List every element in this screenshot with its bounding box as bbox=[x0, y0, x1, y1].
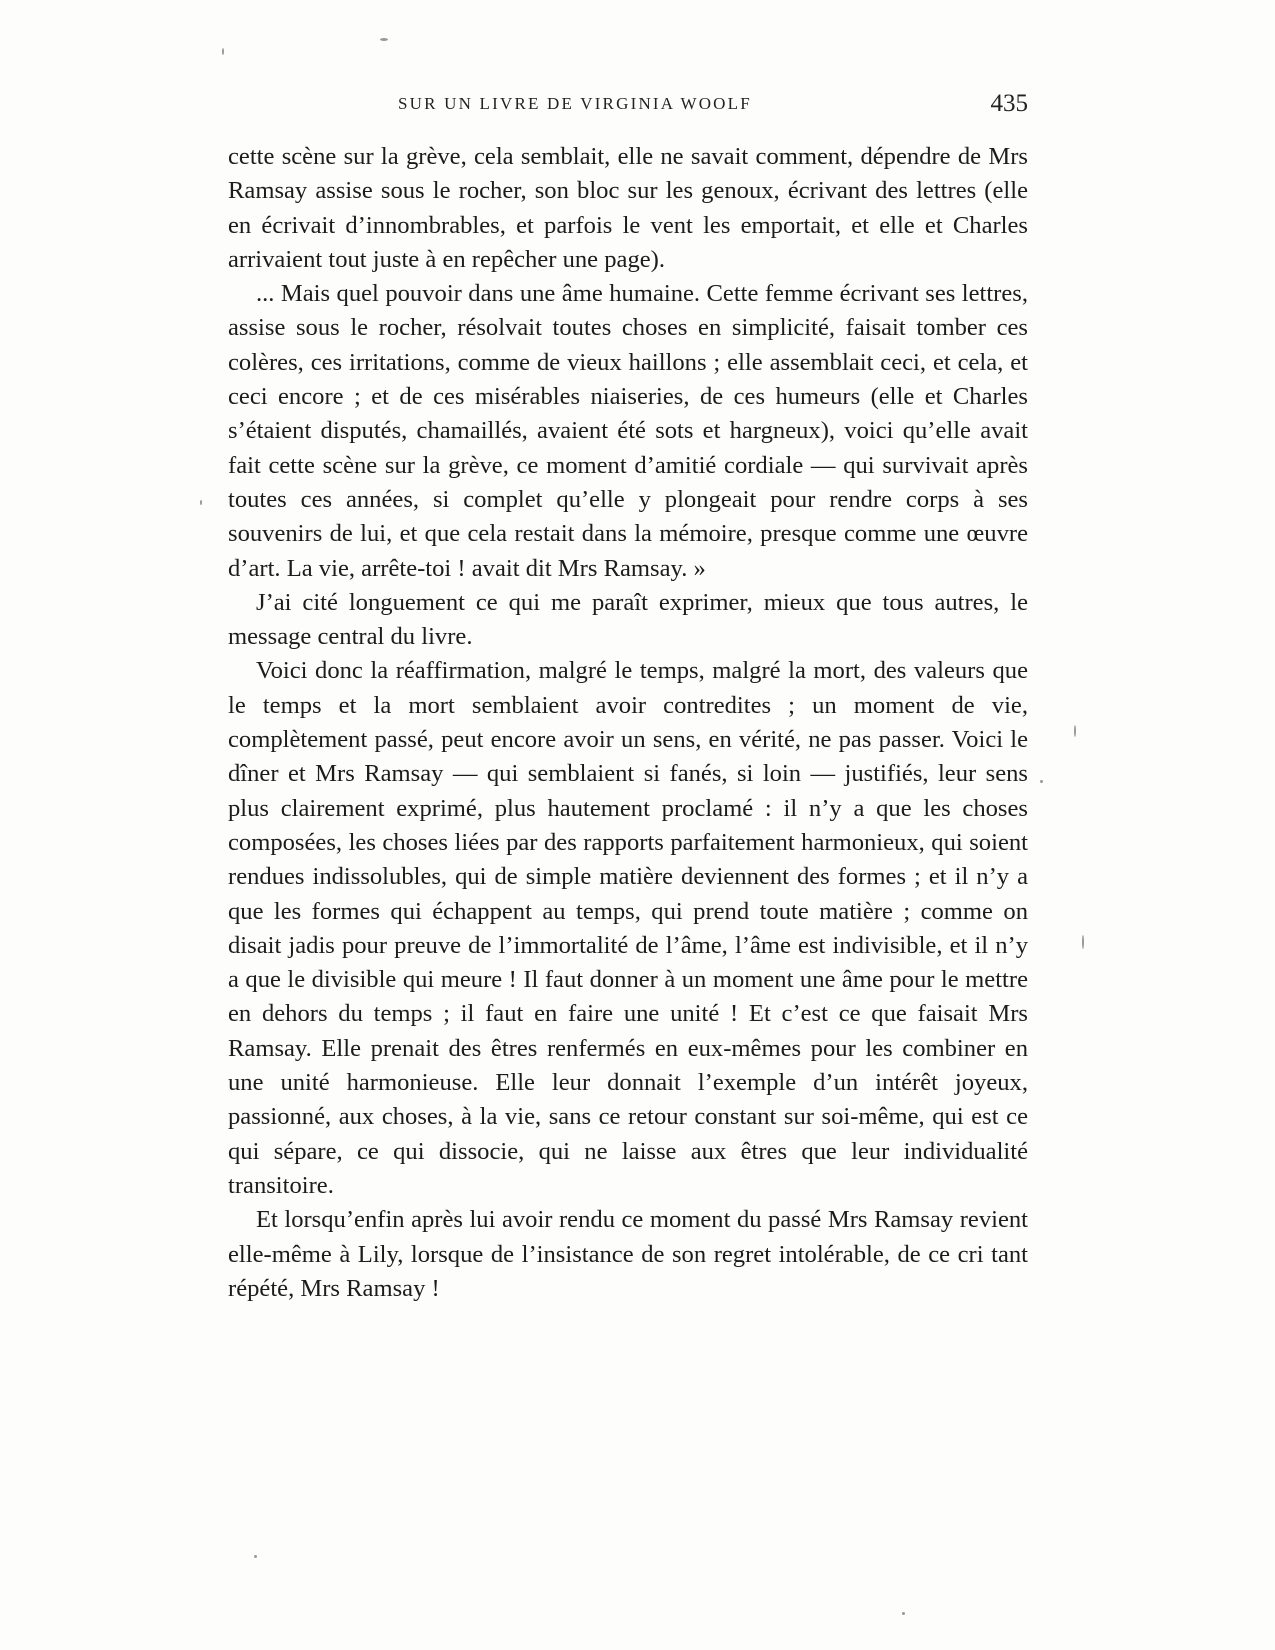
body-text bbox=[228, 140, 1028, 1306]
speck bbox=[902, 1612, 905, 1615]
speck bbox=[1074, 725, 1076, 737]
paragraph-3: J’ai cité longuement ce qui me paraît exprimer, mieux que tous autres, le message central du livre. bbox=[228, 588, 1028, 651]
speck bbox=[222, 48, 224, 55]
speck bbox=[254, 1555, 257, 1558]
running-head: SUR UN LIVRE DE VIRGINIA WOOLF bbox=[398, 94, 752, 113]
page-number: 435 bbox=[990, 90, 1028, 117]
paragraph-2: ... Mais quel pouvoir dans une âme humaine. Cette femme écrivant ses lettres, assise sous le rocher, résolvait toutes choses en simplicité, faisait tomber ces colères, ces irritations, comme de vieux haillons ; elle assemblait ceci, et cela, et ceci encore ; et de ces misérables niaiseries, de ces humeurs (elle et Charles s’étaient disputés, chamaillés, avaient été sots et hargneux), voici qu’elle avait fait cette scène sur la grève, ce moment d’amitié cordiale — qui survivait après toutes ces années, si complet qu’elle y plongeait pour rendre corps à ses souvenirs de lui, et que cela restait dans la mémoire, presque comme une œuvre d’art. La vie, arrête-toi ! avait dit Mrs Ramsay. » bbox=[228, 280, 1028, 582]
speck bbox=[200, 500, 202, 505]
speck bbox=[1082, 935, 1084, 949]
speck bbox=[380, 38, 388, 41]
paragraph-4: Voici donc la réaffirmation, malgré le temps, malgré la mort, des valeurs que le temps et la mort semblaient avoir contredites ; un moment de vie, complètement passé, peut encore avoir un sens, en vérité, ne pas passer. Voici le dîner et Mrs Ramsay — qui semblaient si fanés, si loin — justifiés, leur sens plus clairement exprimé, plus hautement proclamé : il n’y a que les choses composées, les choses liées par des rapports parfaitement harmonieux, qui soient rendues indissolubles, qui de simple matière deviennent des formes ; et il n’y a que les formes qui échappent au temps, qui prend toute matière ; comme on disait jadis pour preuve de l’immortalité de l’âme, l’âme est indivisible, et il n’y a que le divisible qui meure ! Il faut donner à un moment une âme pour le mettre en dehors du temps ; il faut en faire une unité ! Et c’est ce que faisait Mrs Ramsay. Elle prenait des êtres renfermés en eux-mêmes pour les combiner en une unité harmonieuse. Elle leur donnait l’exemple d’un intérêt joyeux, passionné, aux choses, à la vie, sans ce retour constant sur soi-même, qui est ce qui sépare, ce qui dissocie, qui ne laisse aux êtres que leur individualité transitoire. bbox=[228, 657, 1028, 1199]
speck bbox=[1040, 780, 1043, 783]
page-header bbox=[228, 90, 1028, 120]
paragraph-1: cette scène sur la grève, cela semblait, elle ne savait comment, dépendre de Mrs Ramsay assise sous le rocher, son bloc sur les genoux, écrivant des lettres (elle en écrivait d’innombrables, et parfois le vent les emportait, et elle et Charles arrivaient tout juste à en repêcher une page). bbox=[228, 143, 1028, 273]
paragraph-5: Et lorsqu’enfin après lui avoir rendu ce moment du passé Mrs Ramsay revient elle-même à Lily, lorsque de l’insistance de son regret intolérable, de ce cri tant répété, Mrs Ramsay ! bbox=[228, 1206, 1028, 1302]
